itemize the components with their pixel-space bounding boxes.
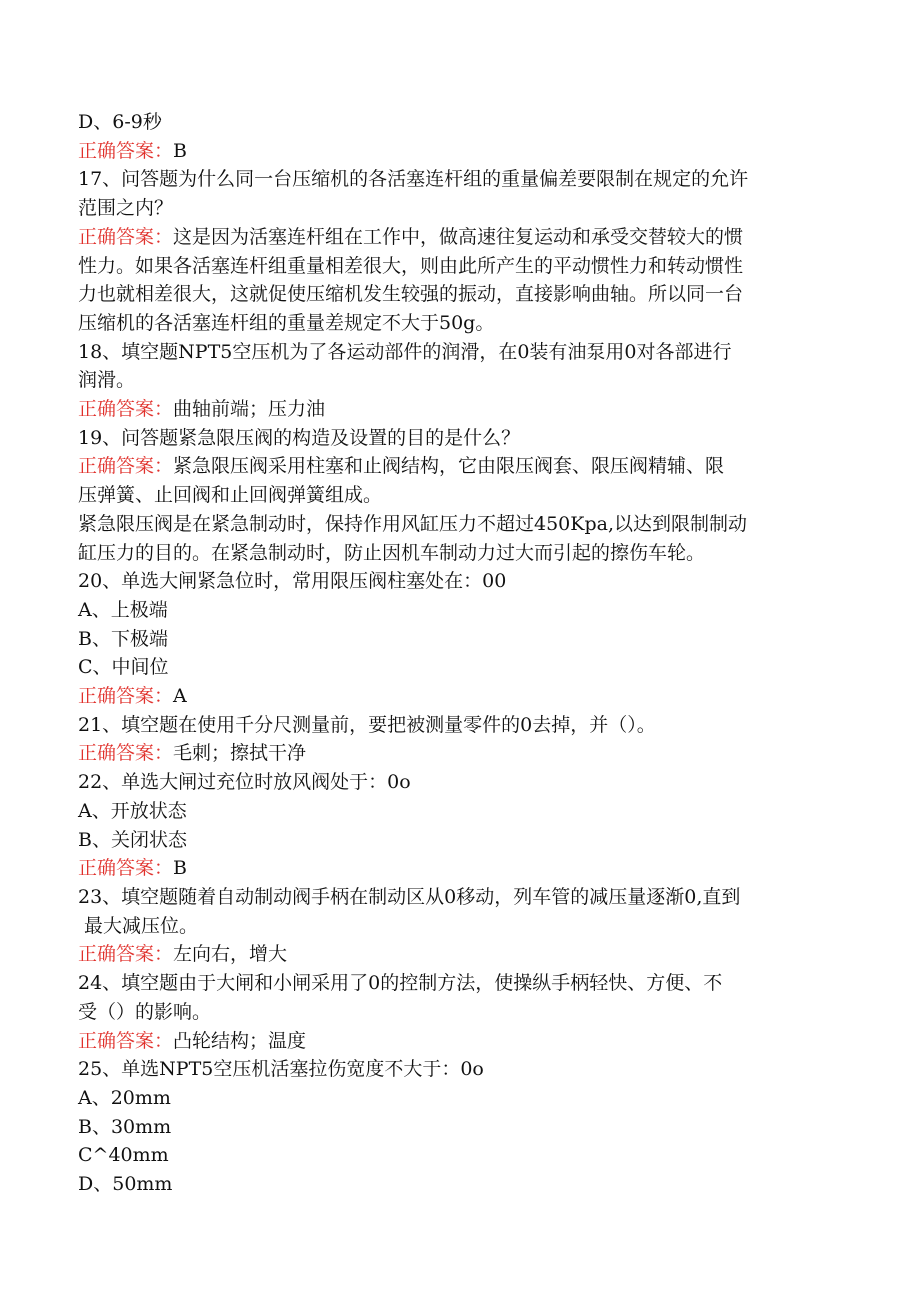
answer-label: 正确答案： (78, 742, 174, 765)
answer-label: 正确答案： (78, 857, 174, 880)
question-line: 最大减压位。 (78, 914, 199, 937)
answer-line (78, 395, 838, 424)
answer-line (78, 940, 838, 969)
body-line: 力也就相差很大，这就促使压缩机发生较强的振动，直接影响曲轴。所以同一台 (78, 283, 744, 306)
answer-line (78, 223, 838, 252)
question-line: 范围之内？ (78, 197, 174, 220)
question-line: 受（）的影响。 (78, 1000, 212, 1023)
option-line: D、6-9秒 (78, 111, 162, 133)
question-line: 17、问答题为什么同一台压缩机的各活塞连杆组的重量偏差要限制在规定的允许 (78, 168, 749, 191)
question-line: 23、填空题随着自动制动阀手柄在制动区从0移动，列车管的减压量逐渐0,直到 (78, 885, 741, 908)
answer-text: 左向右，增大 (173, 943, 288, 966)
document-page (78, 108, 838, 1199)
question-line: 21、填空题在使用千分尺测量前，要把被测量零件的0去掉，并（）。 (78, 713, 656, 736)
answer-line (78, 854, 838, 883)
option-line: B、30mm (78, 1115, 172, 1138)
answer-label: 正确答案： (78, 225, 174, 248)
body-line: 性力。如果各活塞连杆组重量相差很大，则由此所产生的平动惯性力和转动惯性 (78, 254, 744, 277)
question-line: 18、填空题NPT5空压机为了各运动部件的润滑，在0装有油泵用0对各部进行 (78, 340, 732, 363)
body-line: 缸压力的目的。在紧急制动时，防止因机车制动力过大而引起的擦伤车轮。 (78, 541, 706, 564)
answer-label: 正确答案： (78, 455, 174, 478)
answer-line (78, 682, 838, 711)
option-line: A、20mm (78, 1086, 171, 1109)
question-line: 22、单选大闸过充位时放风阀处于：0o (78, 771, 411, 794)
answer-label: 正确答案： (78, 139, 174, 162)
answer-label: 正确答案： (78, 685, 174, 708)
option-line: C、中间位 (78, 656, 169, 679)
body-line: 压缩机的各活塞连杆组的重量差规定不大于50g。 (78, 311, 495, 334)
option-line: A、开放状态 (78, 799, 187, 822)
option-line: A、上极端 (78, 598, 168, 621)
answer-text: B (173, 139, 187, 162)
question-line: 润滑。 (78, 369, 136, 392)
answer-text: B (173, 857, 187, 880)
answer-line (78, 739, 838, 768)
option-line: D、50mm (78, 1173, 173, 1196)
answer-text: 这是因为活塞连杆组在工作中，做高速往复运动和承受交替较大的惯 (173, 225, 744, 248)
answer-label: 正确答案： (78, 943, 174, 966)
answer-line (78, 1027, 838, 1056)
answer-line (78, 452, 838, 481)
question-line: 20、单选大闸紧急位时，常用限压阀柱塞处在：00 (78, 570, 507, 593)
answer-text: 凸轮结构；温度 (173, 1029, 307, 1052)
answer-text: 曲轴前端；压力油 (173, 398, 326, 421)
body-line: 压弹簧、止回阀和止回阀弹簧组成。 (78, 484, 383, 507)
option-line: B、下极端 (78, 627, 168, 650)
question-line: 24、填空题由于大闸和小闸采用了0的控制方法，使操纵手柄轻快、方便、不 (78, 972, 723, 995)
option-line: B、关闭状态 (78, 828, 187, 851)
question-line: 19、问答题紧急限压阀的构造及设置的目的是什么？ (78, 426, 521, 449)
answer-line (78, 137, 838, 166)
option-line: C^40mm (78, 1144, 169, 1167)
answer-label: 正确答案： (78, 398, 174, 421)
answer-text: A (173, 685, 187, 708)
question-line: 25、单选NPT5空压机活塞拉伤宽度不大于：0o (78, 1058, 484, 1081)
answer-text: 毛刺；擦拭干净 (173, 742, 307, 765)
answer-label: 正确答案： (78, 1029, 174, 1052)
answer-text: 紧急限压阀采用柱塞和止阀结构，它由限压阀套、限压阀精辅、限 (173, 455, 725, 478)
body-line: 紧急限压阀是在紧急制动时，保持作用风缸压力不超过450Kpa,以达到限制制动 (78, 512, 747, 535)
